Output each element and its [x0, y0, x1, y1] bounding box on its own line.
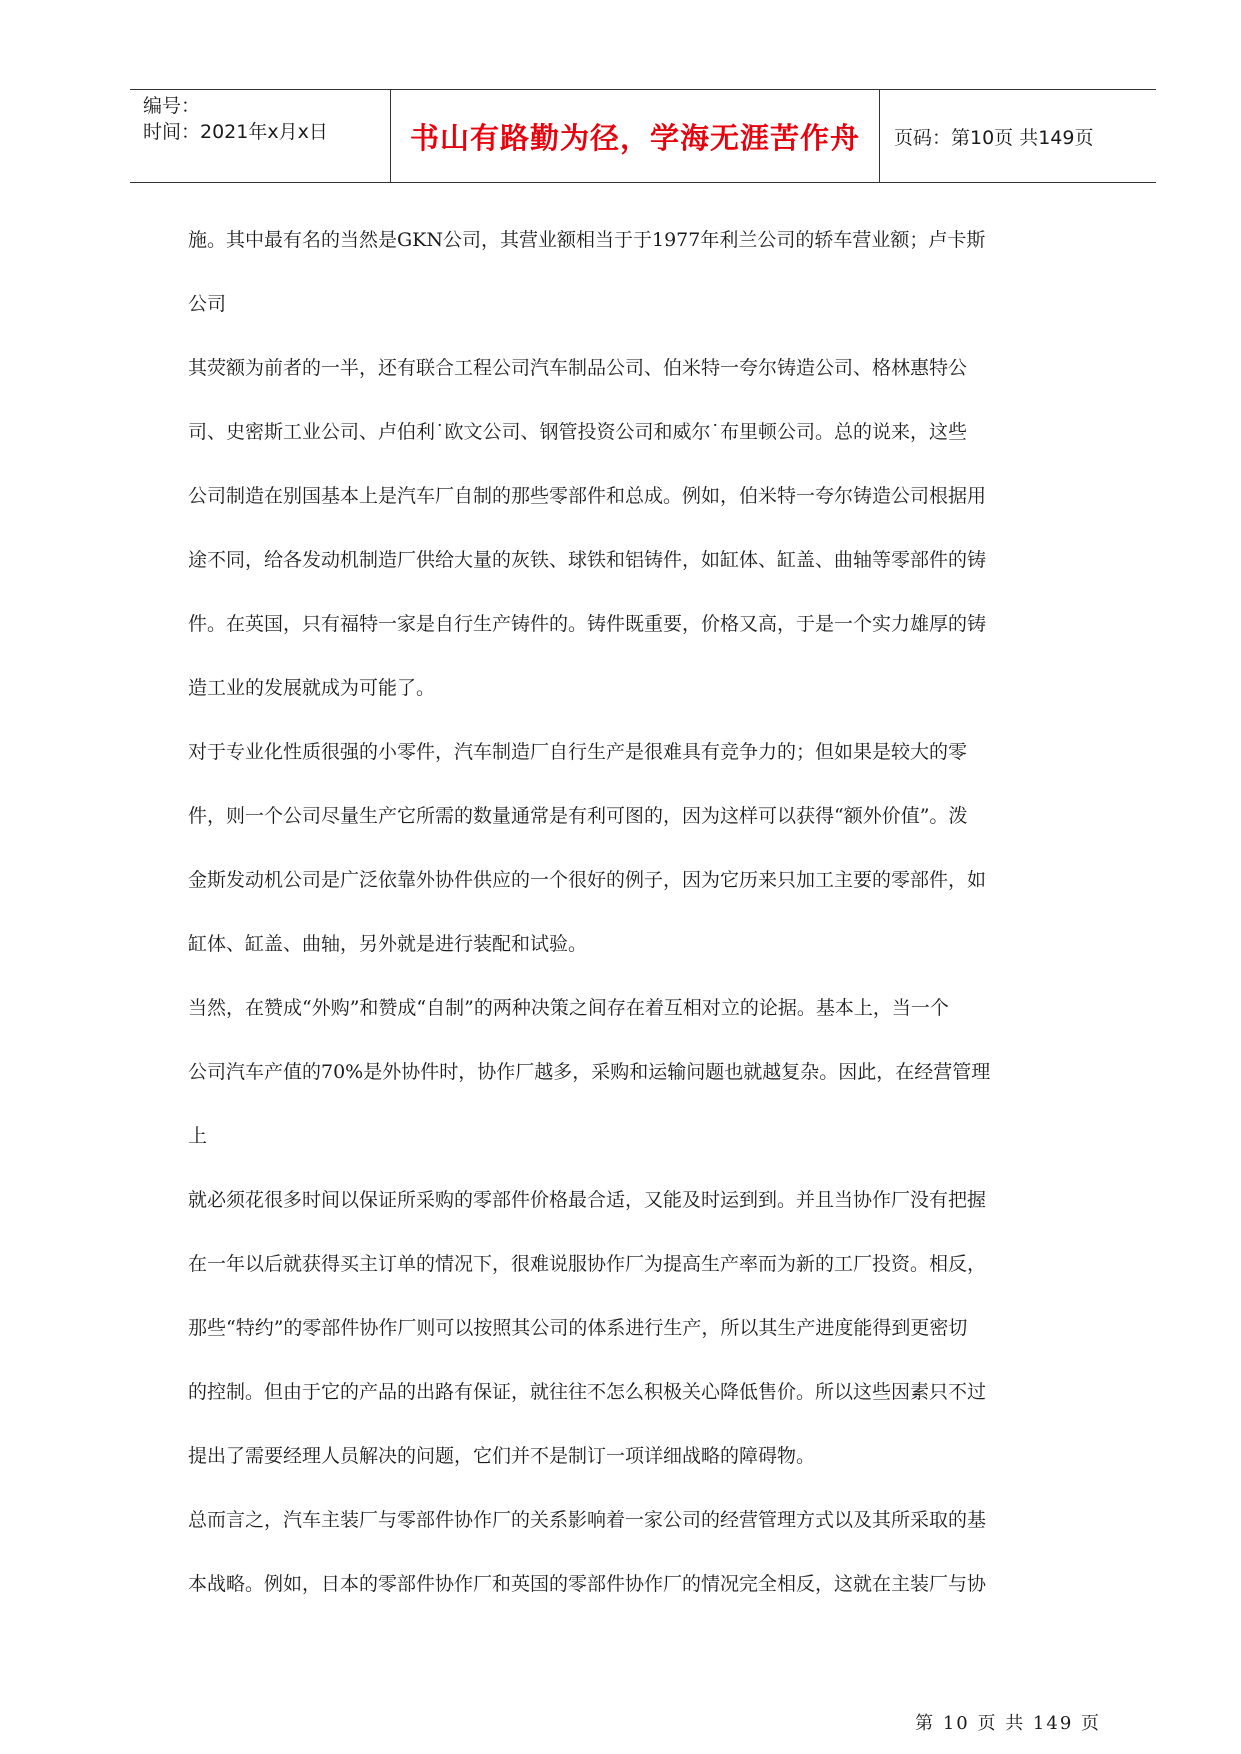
body-line: 司、史密斯工业公司、卢伯利˙欧文公司、钢管投资公司和威尔˙布里顿公司。总的说来，这些 [188, 421, 968, 443]
document-header [130, 89, 1156, 183]
body-line: 本战略。例如，日本的零部件协作厂和英国的零部件协作厂的情况完全相反，这就在主装厂与协 [188, 1573, 987, 1595]
body-line: 其荧额为前者的一半，还有联合工程公司汽车制品公司、伯米特一夸尔铸造公司、格林惠特公 [188, 357, 968, 379]
body-line: 件，则一个公司尽量生产它所需的数量通常是有利可图的，因为这样可以获得“额外价值”。泼 [188, 805, 968, 827]
document-body [188, 208, 1102, 1616]
body-line: 途不同，给各发动机制造厂供给大量的灰铁、球铁和铝铸件，如缸体、缸盖、曲轴等零部件的铸 [188, 549, 987, 571]
time-label: 时间：2021年x月x日 [143, 121, 328, 143]
body-line: 在一年以后就获得买主订单的情况下，很难说服协作厂为提高生产率而为新的工厂投资。相反， [188, 1253, 987, 1275]
body-line: 件。在英国，只有福特一家是自行生产铸件的。铸件既重要，价格又高，于是一个实力雄厚的铸 [188, 613, 987, 635]
body-line: 金斯发动机公司是广泛依靠外协件供应的一个很好的例子，因为它历来只加工主要的零部件，如 [188, 869, 987, 891]
body-line: 缸体、缸盖、曲轴，另外就是进行装配和试验。 [188, 933, 588, 955]
body-line: 提出了需要经理人员解决的问题，它们并不是制订一项详细战略的障碍物。 [188, 1445, 816, 1467]
page-footer: 第 10 页 共 149 页 [915, 1713, 1101, 1734]
body-line: 施。其中最有名的当然是GKN公司，其营业额相当于于1977年利兰公司的轿车营业额；卢卡斯 [188, 229, 986, 251]
header-motto: 书山有路勤为径，学海无涯苦作舟 [391, 90, 880, 182]
body-line: 总而言之，汽车主装厂与零部件协作厂的关系影响着一家公司的经营管理方式以及其所采取的基 [188, 1509, 987, 1531]
header-meta [130, 90, 391, 182]
body-line: 公司汽车产值的70%是外协件时，协作厂越多，采购和运输问题也就越复杂。因此，在经营管理 [188, 1061, 991, 1083]
body-line: 当然，在赞成“外购”和赞成“自制”的两种决策之间存在着互相对立的论据。基本上，当一个 [188, 997, 949, 1019]
code-label: 编号： [143, 95, 201, 117]
body-line: 那些“特约”的零部件协作厂则可以按照其公司的体系进行生产，所以其生产进度能得到更密切 [188, 1317, 968, 1339]
body-line: 公司制造在别国基本上是汽车厂自制的那些零部件和总成。例如，伯米特一夸尔铸造公司根据用 [188, 485, 987, 507]
body-line: 造工业的发展就成为可能了。 [188, 677, 436, 699]
body-line: 公司 [188, 293, 227, 315]
header-page-info: 页码：第10页 共149页 [894, 126, 1094, 149]
body-line: 就必须花很多时间以保证所采购的零部件价格最合适，又能及时运到到。并且当协作厂没有把握 [188, 1189, 987, 1211]
body-line: 上 [188, 1125, 208, 1147]
body-line: 对于专业化性质很强的小零件，汽车制造厂自行生产是很难具有竞争力的；但如果是较大的零 [188, 741, 968, 763]
body-line: 的控制。但由于它的产品的出路有保证，就往往不怎么积极关心降低售价。所以这些因素只不过 [188, 1381, 987, 1403]
